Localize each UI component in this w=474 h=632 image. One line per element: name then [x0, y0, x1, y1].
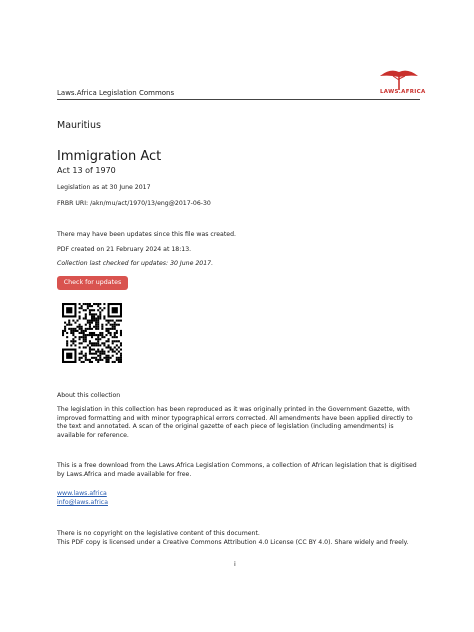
download-note: This is a free download from the Laws.Africa Legislation Commons, a collection of African legislation that is digitised by Laws.Africa and made available for free. — [57, 462, 417, 478]
website-link[interactable]: www.laws.africa — [57, 490, 107, 497]
document-title: Immigration Act — [57, 149, 162, 164]
updates-note: There may have been updates since this file was created. — [57, 231, 236, 238]
document-subtitle: Act 13 of 1970 — [57, 166, 116, 175]
collection-checked: Collection last checked for updates: 30 June 2017. — [57, 260, 214, 267]
page-number: i — [234, 560, 236, 568]
collection-name: Laws.Africa Legislation Commons — [57, 89, 175, 97]
legislation-date: Legislation as at 30 June 2017 — [57, 184, 151, 191]
qr-code[interactable] — [62, 303, 122, 363]
logo-wordmark: LAWS.AFRICA — [380, 89, 426, 95]
frbr-uri: FRBR URI: /akn/mu/act/1970/13/eng@2017-06-30 — [57, 200, 211, 207]
header-divider — [57, 99, 420, 100]
about-heading: About this collection — [57, 392, 121, 399]
check-updates-button[interactable]: Check for updates — [57, 276, 128, 290]
license-note: This PDF copy is licensed under a Creative Commons Attribution 4.0 License (CC BY 4.0). Share widely and freely. — [57, 539, 409, 546]
pdf-created: PDF created on 21 February 2024 at 18:13. — [57, 246, 192, 253]
about-paragraph: The legislation in this collection has been reproduced as it was originally printed in the Government Gazette, with improved formatting and with minor typographical errors corrected. All amendments have been applied directly to the text and annotated. A scan of the original gazette of each piece of legislation (including amendments) is available for reference. — [57, 406, 413, 439]
country-name: Mauritius — [57, 120, 101, 131]
email-link[interactable]: info@laws.africa — [57, 499, 108, 506]
copyright-note: There is no copyright on the legislative content of this document. — [57, 530, 260, 537]
